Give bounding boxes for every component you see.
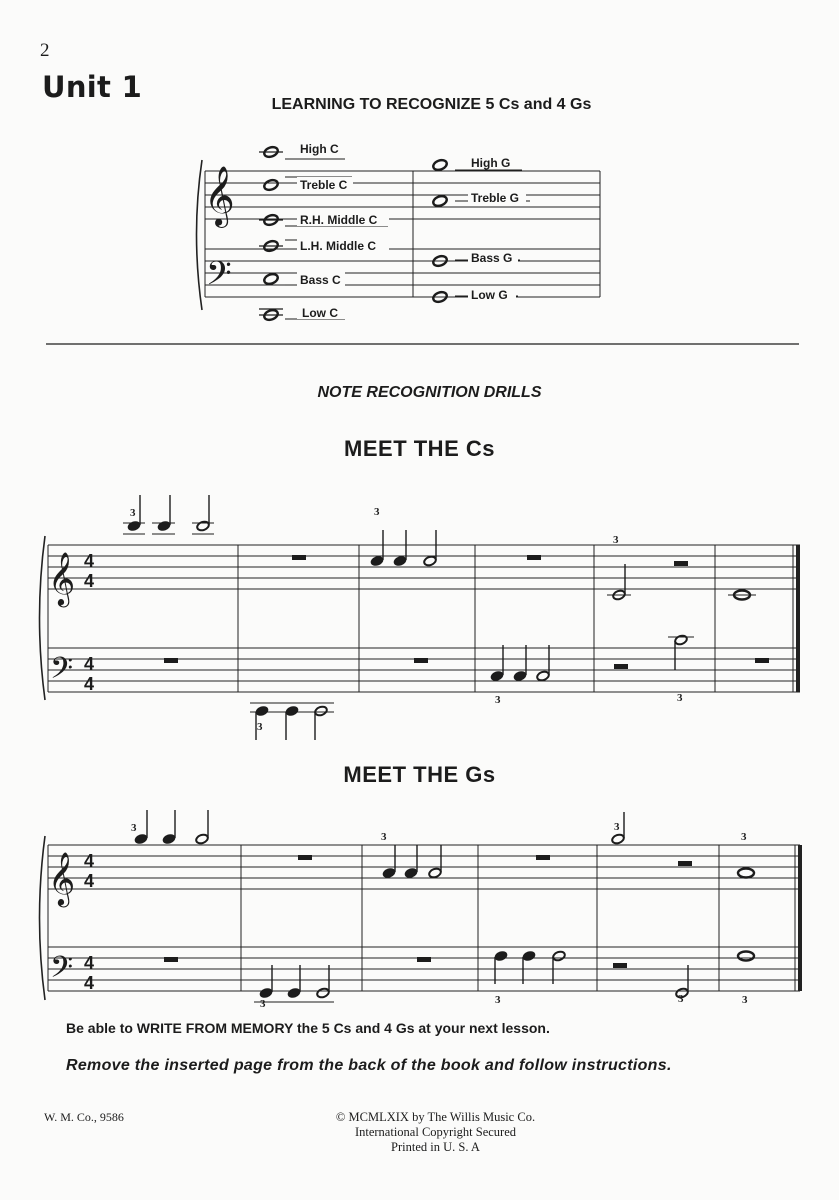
- label-treble-c: Treble C: [300, 178, 348, 192]
- fingering-number: 3: [381, 831, 387, 843]
- time-signature-bottom-denominator: 4: [84, 973, 95, 993]
- treble-clef-icon: 𝄞: [48, 552, 76, 604]
- fingering-number: 3: [495, 694, 501, 706]
- fingering-number: 3: [260, 998, 266, 1010]
- catalog-number: W. M. Co., 9586: [44, 1110, 124, 1124]
- drills-title: NOTE RECOGNITION DRILLS: [317, 384, 542, 401]
- fingering-number: 3: [678, 993, 684, 1005]
- page-number: 2: [40, 40, 50, 61]
- label-rh-middle-c: R.H. Middle C: [300, 213, 378, 227]
- copyright-block: [0, 1110, 839, 1155]
- fingering-number: 3: [742, 994, 748, 1006]
- time-signature-bottom-denominator: 4: [84, 674, 95, 694]
- meet-gs-title: MEET THE Gs: [343, 762, 496, 787]
- fingering-number: 3: [374, 506, 380, 518]
- fingering-number: 3: [131, 822, 137, 834]
- insert-instruction: Remove the inserted page from the back of the book and follow instructions.: [66, 1057, 672, 1074]
- label-low-c: Low C: [302, 306, 338, 320]
- fingering-number: 3: [257, 721, 263, 733]
- treble-clef-icon: 𝄞: [204, 167, 235, 225]
- bass-clef-icon: 𝄢: [50, 651, 74, 692]
- label-low-g: Low G: [471, 288, 508, 302]
- label-lh-middle-c: L.H. Middle C: [300, 239, 376, 253]
- meet-cs-title: MEET THE Cs: [344, 436, 495, 461]
- fingering-number: 3: [495, 994, 501, 1006]
- fingering-number: 3: [613, 534, 619, 546]
- time-signature-bottom-numerator: 4: [84, 654, 95, 674]
- label-high-c: High C: [300, 142, 339, 156]
- gs-notes: [134, 810, 754, 1002]
- copyright-line: © MCMLXIX by The Willis Music Co.: [335, 1110, 536, 1124]
- memory-instruction: Be able to WRITE FROM MEMORY the 5 Cs and 4 Gs at your next lesson.: [66, 1020, 550, 1036]
- label-bass-g: Bass G: [471, 251, 513, 265]
- copyright-line: Printed in U. S. A: [391, 1140, 480, 1154]
- label-treble-g: Treble G: [471, 191, 520, 205]
- label-high-g: High G: [471, 156, 511, 170]
- bass-clef-icon: 𝄢: [50, 950, 74, 991]
- unit-title: Unit 1: [42, 70, 143, 104]
- fingering-number: 3: [677, 692, 683, 704]
- copyright-line: International Copyright Secured: [354, 1125, 517, 1139]
- bass-clef-icon: 𝄢: [206, 256, 232, 300]
- fingering-number: 3: [741, 831, 747, 843]
- time-signature-top-denominator: 4: [84, 871, 95, 891]
- treble-clef-icon: 𝄞: [48, 852, 76, 904]
- time-signature-top-numerator: 4: [84, 551, 95, 571]
- section-title: LEARNING TO RECOGNIZE 5 Cs and 4 Gs: [271, 96, 592, 113]
- fingering-number: 3: [130, 507, 136, 519]
- time-signature-top-denominator: 4: [84, 571, 95, 591]
- fingering-number: 3: [614, 821, 620, 833]
- time-signature-bottom-numerator: 4: [84, 953, 95, 973]
- label-bass-c: Bass C: [300, 273, 341, 287]
- time-signature-top-numerator: 4: [84, 851, 95, 871]
